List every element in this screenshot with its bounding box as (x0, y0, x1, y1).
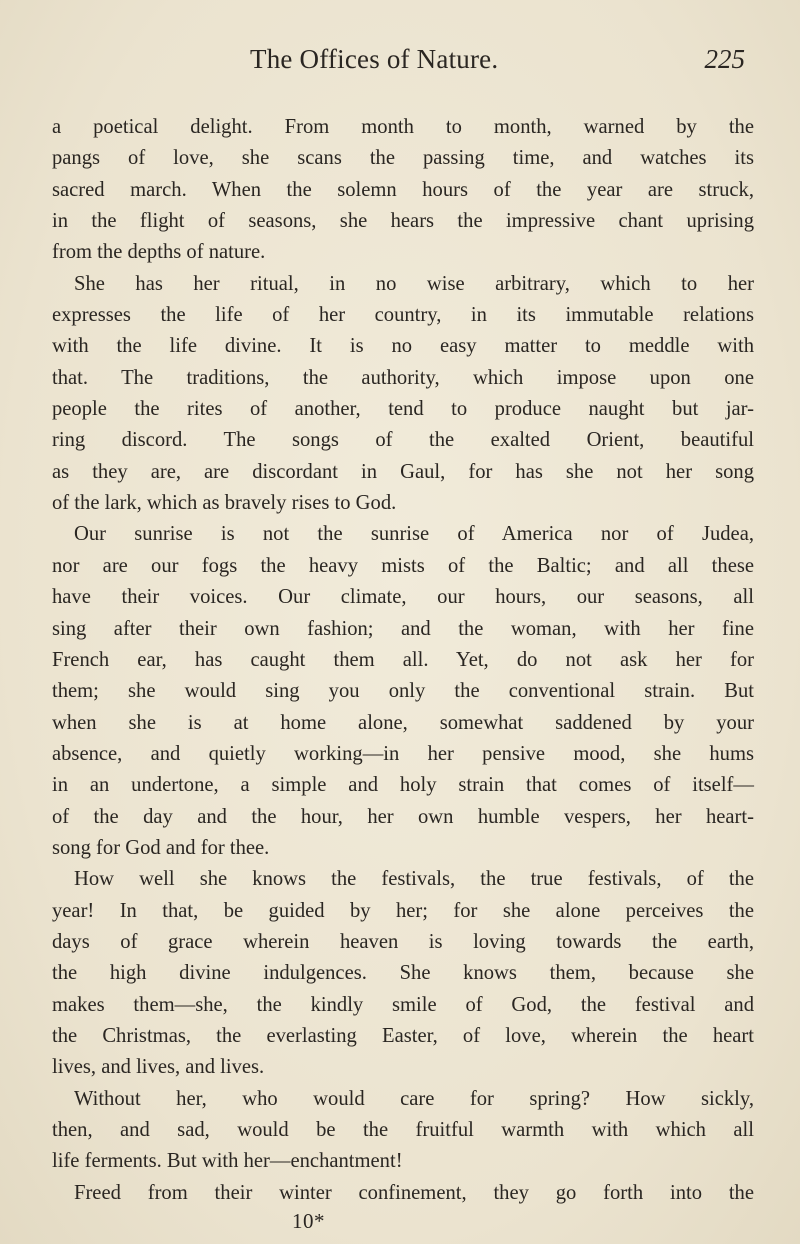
text-line: How well she knows the festivals, the true festivals, of the (74, 868, 754, 891)
signature-mark: 10* (292, 1209, 325, 1233)
text-line: as they are, are discordant in Gaul, for has she not her song (52, 460, 754, 483)
text-line: from the depths of nature. (52, 241, 266, 264)
text-line: the Christmas, the everlasting Easter, of love, wherein the heart (52, 1024, 754, 1047)
text-line: days of grace wherein heaven is loving towards the earth, (52, 930, 754, 953)
text-line: them; she would sing you only the conventional strain. But (52, 680, 754, 703)
text-line: She has her ritual, in no wise arbitrary, which to her (74, 272, 754, 295)
text-line: Without her, who would care for spring? How sickly, (74, 1087, 754, 1110)
text-line: of the lark, which as bravely rises to God. (52, 492, 397, 515)
text-line: absence, and quietly working—in her pensive mood, she hums (52, 742, 754, 765)
text-line: nor are our fogs the heavy mists of the Baltic; and all these (52, 554, 754, 577)
text-line: have their voices. Our climate, our hours, our seasons, all (52, 586, 754, 609)
text-line: with the life divine. It is no easy matter to meddle with (52, 335, 754, 358)
text-line: people the rites of another, tend to produce naught but jar- (52, 398, 754, 421)
text-line: that. The traditions, the authority, which impose upon one (52, 366, 754, 389)
text-line: song for God and for thee. (52, 836, 270, 859)
text-line: year! In that, be guided by her; for she alone perceives the (52, 899, 754, 922)
text-line: a poetical delight. From month to month, warned by the (52, 116, 754, 138)
text-line: lives, and lives, and lives. (52, 1056, 265, 1079)
text-line: in the flight of seasons, she hears the impressive chant uprising (52, 210, 754, 233)
text-line: expresses the life of her country, in its immutable relations (52, 304, 754, 327)
text-line: French ear, has caught them all. Yet, do not ask her for (52, 648, 754, 671)
text-line: pangs of love, she scans the passing time, and watches its (52, 147, 754, 170)
text-line: Freed from their winter confinement, they go forth into the (74, 1181, 754, 1204)
running-head: The Offices of Nature. (250, 44, 499, 74)
page-number: 225 (704, 44, 745, 74)
text-line: makes them—she, the kindly smile of God, the festival and (52, 993, 754, 1016)
text-line: the high divine indulgences. She knows them, because she (52, 962, 754, 985)
text-line: of the day and the hour, her own humble vespers, her heart- (52, 805, 754, 828)
text-line: sing after their own fashion; and the woman, with her fine (52, 617, 754, 640)
text-line: when she is at home alone, somewhat saddened by your (52, 711, 754, 734)
text-line: ring discord. The songs of the exalted Orient, beautiful (52, 429, 754, 452)
text-line: life ferments. But with her—enchantment! (52, 1150, 403, 1173)
body-text (52, 112, 754, 1209)
text-line: Our sunrise is not the sunrise of America nor of Judea, (74, 523, 754, 546)
text-line: in an undertone, a simple and holy strain that comes of itself— (52, 774, 754, 797)
text-line: sacred march. When the solemn hours of the year are struck, (52, 178, 754, 201)
text-line: then, and sad, would be the fruitful warmth with which all (52, 1119, 754, 1141)
